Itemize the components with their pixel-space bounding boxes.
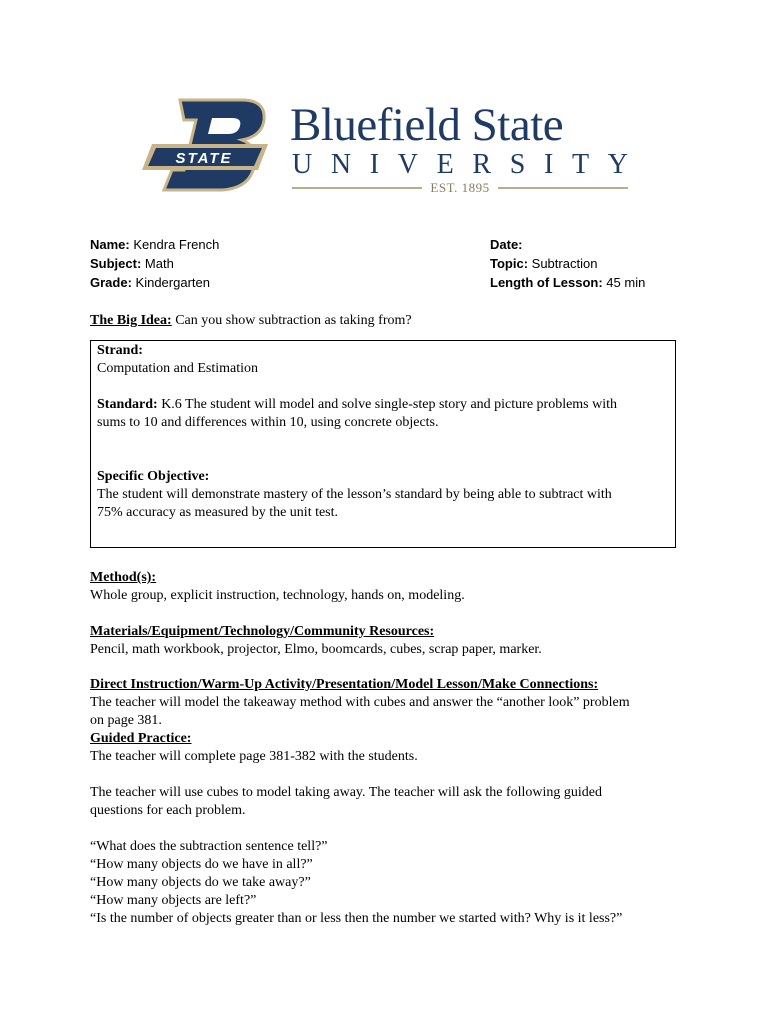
methods-label: Method(s): (90, 570, 157, 585)
logo-rule-right (498, 187, 628, 189)
logo-title: Bluefield State (290, 99, 564, 151)
grade-label: Grade: (90, 275, 132, 290)
materials-section (90, 623, 680, 659)
materials-text: Pencil, math workbook, projector, Elmo, boomcards, cubes, scrap paper, marker. (90, 642, 542, 657)
length-value: 45 min (606, 275, 646, 290)
objective-label: Specific Objective: (97, 469, 210, 484)
logo-est-text: EST. 1895 (430, 180, 490, 195)
b-state-logo-mark (138, 96, 270, 194)
logo-letter: T (571, 149, 590, 180)
objective-line1: The student will demonstrate mastery of the lesson’s standard by being able to subtract with (97, 487, 612, 502)
grade-line (90, 273, 210, 292)
guided-line1: The teacher will complete page 381-382 with the students. (90, 749, 418, 764)
name-line (90, 235, 219, 254)
subject-value: Math (144, 256, 174, 271)
name-label: Name: (90, 237, 130, 252)
logo-letter: R (472, 149, 492, 180)
logo-letter: U (292, 149, 313, 180)
direct-line1: The teacher will model the takeaway method with cubes and answer the “another look” problem (90, 695, 630, 710)
name-value: Kendra French (133, 237, 220, 252)
logo-letter: V (397, 149, 418, 180)
date-line (490, 235, 523, 254)
standards-box (90, 340, 676, 548)
materials-label: Materials/Equipment/Technology/Community Resources: (90, 624, 435, 639)
logo-state-text: STATE (175, 150, 233, 167)
logo-letter: Y (607, 149, 628, 180)
direct-instruction-section (90, 676, 680, 928)
standard-line2: sums to 10 and differences within 10, using concrete objects. (97, 415, 439, 430)
logo-rule-left (292, 187, 422, 189)
logo-established (292, 180, 628, 196)
guided-para-line2: questions for each problem. (90, 803, 246, 818)
standard-label: Standard: (97, 397, 158, 412)
university-logo (138, 96, 630, 198)
logo-letter: I (544, 149, 554, 180)
subject-label: Subject: (90, 256, 142, 271)
strand-text: Computation and Estimation (97, 361, 258, 376)
methods-text: Whole group, explicit instruction, technology, hands on, modeling. (90, 588, 465, 603)
strand-label: Strand: (97, 343, 143, 358)
objective-line2: 75% accuracy as measured by the unit test. (97, 505, 339, 520)
big-idea-label: The Big Idea: (90, 313, 172, 328)
date-label: Date: (490, 237, 523, 252)
topic-line (490, 254, 597, 273)
logo-letter: S (509, 149, 526, 180)
guided-question: “How many objects do we have in all?” (90, 857, 313, 872)
direct-line2: on page 381. (90, 713, 162, 728)
length-label: Length of Lesson: (490, 275, 603, 290)
logo-letter: E (436, 149, 454, 180)
logo-letter: I (369, 149, 380, 180)
methods-section (90, 569, 680, 605)
guided-question: “How many objects are left?” (90, 893, 257, 908)
guided-para-line1: The teacher will use cubes to model taking away. The teacher will ask the following guided (90, 785, 603, 800)
big-idea-text: Can you show subtraction as taking from? (175, 313, 412, 328)
guided-question: “How many objects do we take away?” (90, 875, 311, 890)
grade-value: Kindergarten (135, 275, 210, 290)
direct-label: Direct Instruction/Warm-Up Activity/Presentation/Model Lesson/Make Connections: (90, 677, 599, 692)
topic-label: Topic: (490, 256, 529, 271)
guided-question: “What does the subtraction sentence tell?” (90, 839, 328, 854)
guided-label: Guided Practice: (90, 731, 192, 746)
guided-question: “Is the number of objects greater than or less then the number we started with? Why is it less?” (90, 911, 623, 926)
length-line (490, 273, 645, 292)
logo-subtitle (292, 150, 628, 180)
topic-value: Subtraction (531, 256, 598, 271)
logo-letter: N (330, 149, 352, 180)
big-idea (90, 312, 680, 330)
subject-line (90, 254, 174, 273)
standard-line1: K.6 The student will model and solve single-step story and picture problems with (161, 397, 618, 412)
